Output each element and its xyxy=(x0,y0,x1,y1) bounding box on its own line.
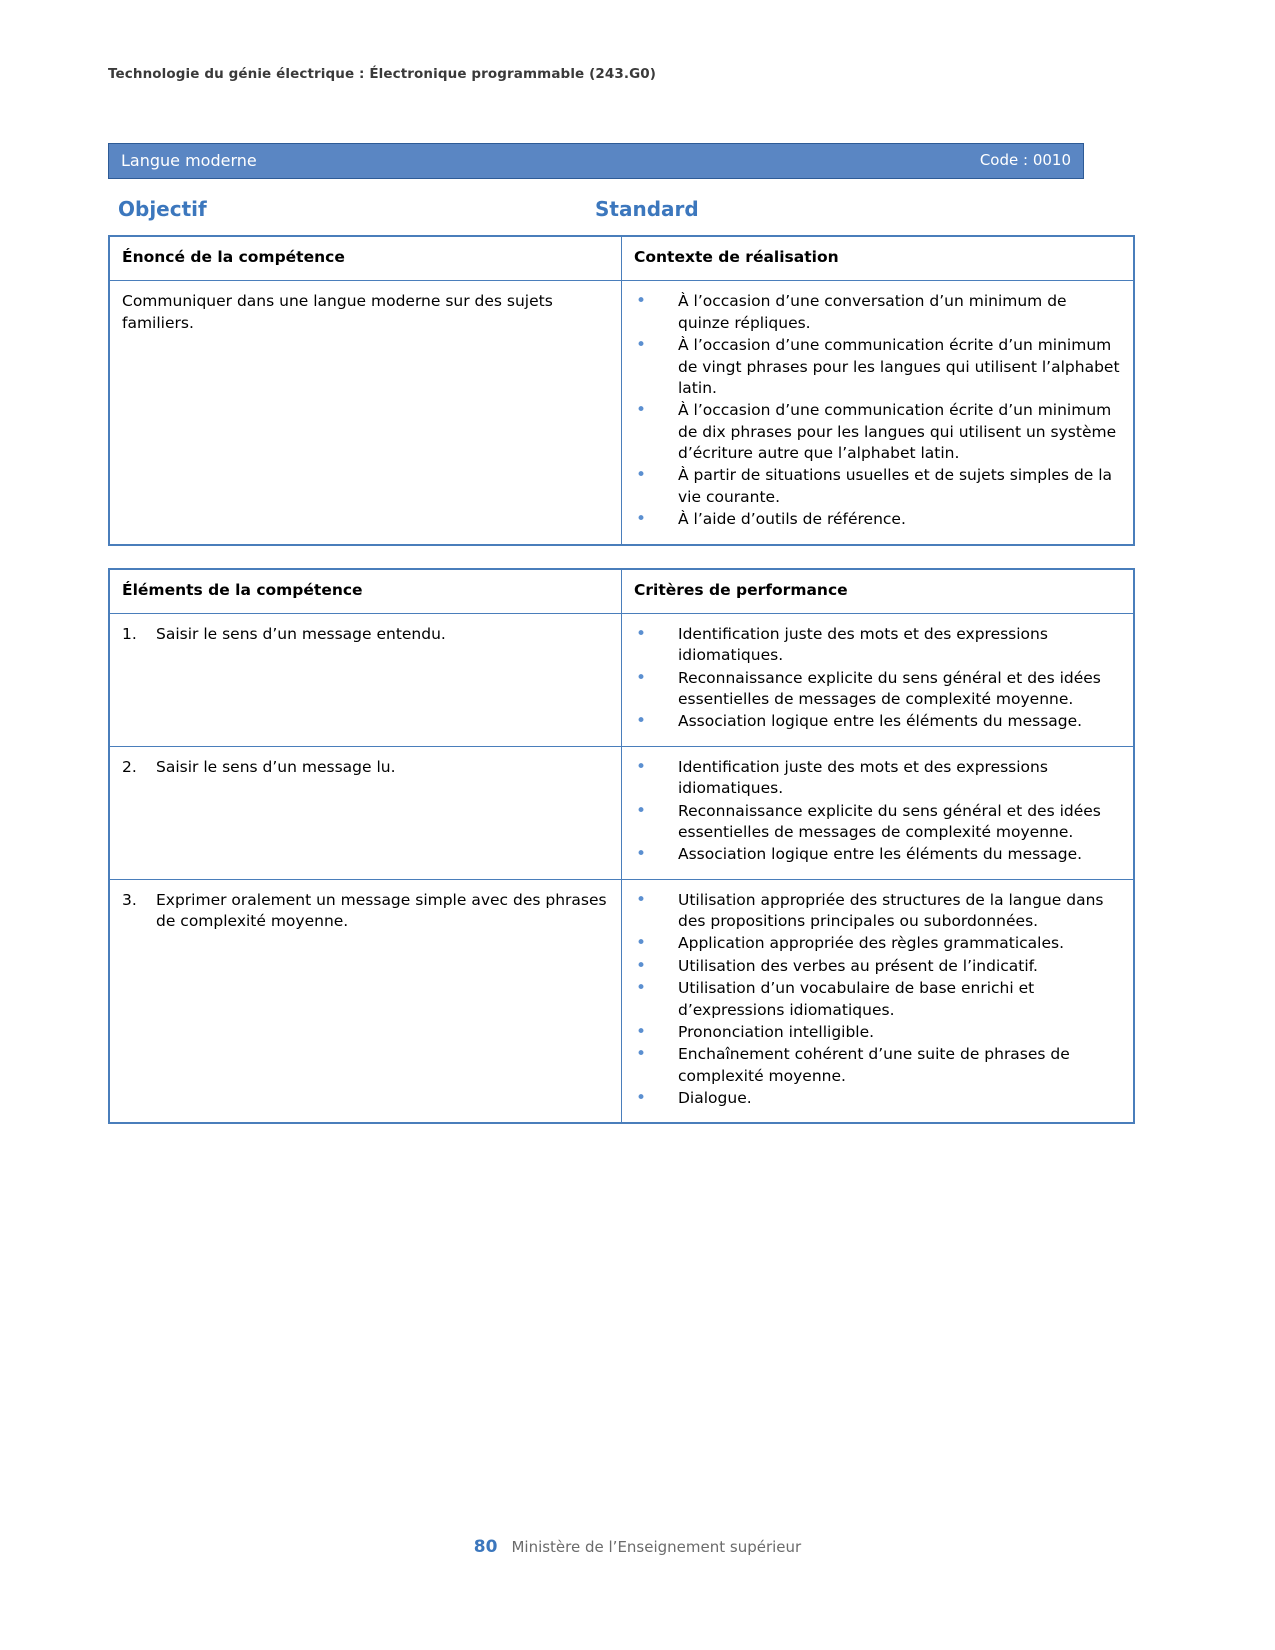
competence-table xyxy=(108,235,1135,546)
competence-statement: Communiquer dans une langue moderne sur des sujets familiers. xyxy=(109,281,622,545)
element-item xyxy=(122,624,609,645)
list-item: • Utilisation appropriée des structures de la langue dans des propositions principales ou subordonnées. xyxy=(634,890,1121,933)
list-item: • Utilisation d’un vocabulaire de base enrichi et d’expressions idiomatiques. xyxy=(634,978,1121,1021)
table-header-row xyxy=(109,236,1134,281)
page-content xyxy=(108,143,1120,1146)
element-number: 2. xyxy=(122,757,137,776)
criteria-list xyxy=(634,757,1121,866)
page-number: 80 xyxy=(473,1537,498,1557)
list-item: • À l’occasion d’une conversation d’un minimum de quinze répliques. xyxy=(634,291,1121,334)
element-cell xyxy=(109,879,622,1123)
table-row xyxy=(109,746,1134,879)
course-title-bar xyxy=(108,143,1084,179)
element-text: Exprimer oralement un message simple avec des phrases de complexité moyenne. xyxy=(156,890,607,930)
table-row xyxy=(109,879,1134,1123)
list-item: • Utilisation des verbes au présent de l’indicatif. xyxy=(634,956,1121,977)
criteria-header: Critères de performance xyxy=(622,569,1135,614)
list-item: • À l’aide d’outils de référence. xyxy=(634,509,1121,530)
element-cell xyxy=(109,613,622,746)
competence-statement-header: Énoncé de la compétence xyxy=(109,236,622,281)
list-item: • Reconnaissance explicite du sens général et des idées essentielles de messages de complexité moyenne. xyxy=(634,801,1121,844)
table-row xyxy=(109,613,1134,746)
list-item: • Enchaînement cohérent d’une suite de phrases de complexité moyenne. xyxy=(634,1044,1121,1087)
heading-objectif: Objectif xyxy=(118,197,207,221)
list-item: • Association logique entre les éléments du message. xyxy=(634,844,1121,865)
course-code: Code : 0010 xyxy=(979,151,1071,169)
criteria-cell xyxy=(622,613,1135,746)
list-item: • Identification juste des mots et des expressions idiomatiques. xyxy=(634,624,1121,667)
element-item xyxy=(122,757,609,778)
list-item: • À partir de situations usuelles et de sujets simples de la vie courante. xyxy=(634,465,1121,508)
list-item: • À l’occasion d’une communication écrite d’un minimum de vingt phrases pour les langues qui utilisent l’alphabet latin. xyxy=(634,335,1121,399)
ministry-name: Ministère de l’Enseignement supérieur xyxy=(511,1538,802,1556)
element-number: 3. xyxy=(122,890,137,909)
context-list xyxy=(634,291,1121,530)
list-item: • Identification juste des mots et des expressions idiomatiques. xyxy=(634,757,1121,800)
element-text: Saisir le sens d’un message lu. xyxy=(156,757,396,776)
table-row xyxy=(109,281,1134,545)
page-footer xyxy=(0,1537,1275,1557)
list-item: • Application appropriée des règles grammaticales. xyxy=(634,933,1121,954)
criteria-list xyxy=(634,890,1121,1110)
list-item: • Dialogue. xyxy=(634,1088,1121,1109)
page-header: Technologie du génie électrique : Électronique programmable (243.G0) xyxy=(108,66,657,82)
list-item: • Prononciation intelligible. xyxy=(634,1022,1121,1043)
criteria-cell xyxy=(622,879,1135,1123)
list-item: • Association logique entre les éléments du message. xyxy=(634,711,1121,732)
list-item: • Reconnaissance explicite du sens général et des idées essentielles de messages de complexité moyenne. xyxy=(634,668,1121,711)
element-number: 1. xyxy=(122,624,137,643)
element-item xyxy=(122,890,609,933)
elements-header: Éléments de la compétence xyxy=(109,569,622,614)
criteria-cell xyxy=(622,746,1135,879)
realisation-context-cell xyxy=(622,281,1135,545)
realisation-context-header: Contexte de réalisation xyxy=(622,236,1135,281)
list-item: • À l’occasion d’une communication écrite d’un minimum de dix phrases pour les langues qui utilisent un système d’écriture autre que l’alphabet latin. xyxy=(634,400,1121,464)
heading-standard: Standard xyxy=(595,197,699,221)
table-header-row xyxy=(109,569,1134,614)
element-text: Saisir le sens d’un message entendu. xyxy=(156,624,446,643)
criteria-list xyxy=(634,624,1121,733)
column-headings xyxy=(108,197,1084,221)
elements-table xyxy=(108,568,1135,1125)
course-title: Langue moderne xyxy=(121,150,257,170)
element-cell xyxy=(109,746,622,879)
